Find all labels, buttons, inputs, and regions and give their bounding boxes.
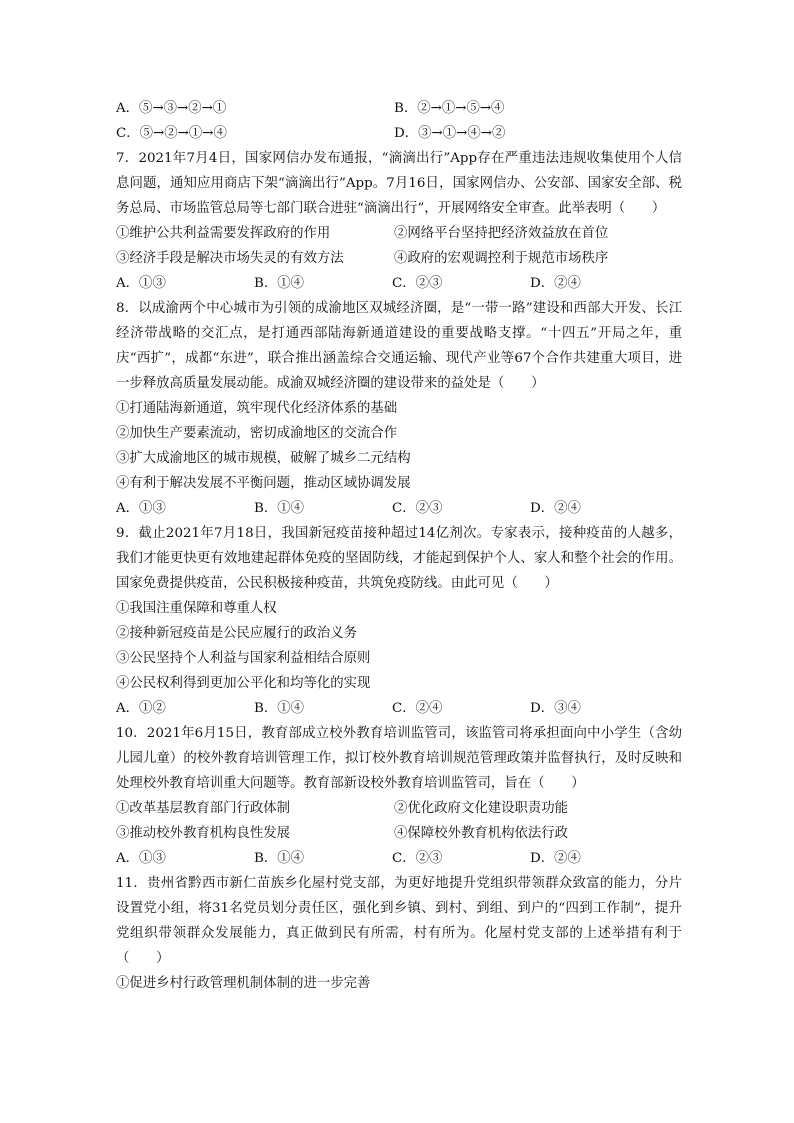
q7-options [116,271,682,296]
q8-stem: 8．以成渝两个中心城市为引领的成渝地区双城经济圈，是“一带一路”建设和西部大开发、长江经济带战略的交汇点，是打通西部陆海新通道建设的重要战略支撑。“十四五”开局之年，重庆“西扩”，成都“东进”，联合推出涵盖综合交通运输、现代产业等67个合作共建重大项目，进一步释放高质量发展动能。成渝双城经济圈的建设带来的益处是（ ） [116,301,682,391]
q6-option-d: D．③→①→④→② [394,126,506,141]
q8-option-a: A．①③ [116,501,166,516]
q7-statement-3: ③经济手段是解决市场失灵的有效方法 [116,251,344,266]
q8-statement-1: ①打通陆海新通道，筑牢现代化经济体系的基础 [116,401,398,416]
q10-statement-2: ②优化政府文化建设职责功能 [394,801,569,816]
q10-option-c: C．②③ [392,851,443,866]
q7-stem: 7．2021年7月4日，国家网信办发布通报，“滴滴出行”App存在严重违法违规收集使用个人信息问题，通知应用商店下架“滴滴出行”App。7月16日，国家网信办、公安部、国家安全部、税务总局、市场监管总局等七部门联合进驻“滴滴出行”，开展网络安全审查。此举表明（ ） [116,151,682,216]
q8-option-d: D．②④ [530,501,581,516]
q10-options [116,846,682,871]
q8-option-c: C．②③ [392,501,443,516]
q10-statement-1: ①改革基层教育部门行政体制 [116,801,291,816]
exam-page [116,96,682,996]
q6-options [116,96,682,146]
q9-statement-2: ②接种新冠疫苗是公民应履行的政治义务 [116,626,358,641]
q6-option-b: B．②→①→⑤→④ [394,101,505,116]
q11-statement-1: ①促进乡村行政管理机制体制的进一步完善 [116,976,371,991]
q10-option-d: D．②④ [530,851,581,866]
q8-options [116,496,682,521]
q9-option-a: A．①② [116,701,166,716]
q10-statement-3: ③推动校外教育机构良性发展 [116,826,291,841]
q10-statement-4: ④保障校外教育机构依法行政 [394,826,569,841]
q9-option-c: C．②④ [392,701,443,716]
q9-option-b: B．①④ [254,701,305,716]
q9-option-d: D．③④ [530,701,581,716]
q7-option-a: A．①③ [116,276,166,291]
q7-statement-4: ④政府的宏观调控利于规范市场秩序 [394,251,609,266]
q8-statement-2: ②加快生产要素流动，密切成渝地区的交流合作 [116,426,398,441]
q7-statements [116,221,682,271]
q8-statement-3: ③扩大成渝地区的城市规模，破解了城乡二元结构 [116,451,411,466]
q6-option-a: A．⑤→③→②→① [116,101,227,116]
q10-option-b: B．①④ [254,851,305,866]
q7-option-c: C．②③ [392,276,443,291]
q10-option-a: A．①③ [116,851,166,866]
q7-option-d: D．②④ [530,276,581,291]
q9-options [116,696,682,721]
q10-stem: 10．2021年6月15日，教育部成立校外教育培训监管司，该监管司将承担面向中小学生（含幼儿园儿童）的校外教育培训管理工作，拟订校外教育培训规范管理政策并监督执行，及时反映和处理校外教育培训重大问题等。教育部新设校外教育培训监管司，旨在（ ） [116,726,682,791]
q6-option-c: C．⑤→②→①→④ [116,126,227,141]
q11-stem: 11．贵州省黔西市新仁苗族乡化屋村党支部，为更好地提升党组织带领群众致富的能力，分片设置党小组，将31名党员划分责任区，强化到乡镇、到村、到组、到户的“四到工作制”，提升党组织带领群众发展能力，真正做到民有所需，村有所为。化屋村党支部的上述举措有利于（ ） [116,876,682,966]
q8-statement-4: ④有利于解决发展不平衡问题，推动区域协调发展 [116,476,411,491]
q7-statement-1: ①维护公共利益需要发挥政府的作用 [116,226,331,241]
q8-option-b: B．①④ [254,501,305,516]
q7-option-b: B．①④ [254,276,305,291]
q9-stem: 9．截止2021年7月18日，我国新冠疫苗接种超过14亿剂次。专家表示，接种疫苗的人越多，我们才能更快更有效地建起群体免疫的坚固防线，才能起到保护个人、家人和整个社会的作用。国家免费提供疫苗，公民积极接种疫苗，共筑免疫防线。由此可见（ ） [116,526,682,591]
q9-statement-3: ③公民坚持个人利益与国家利益相结合原则 [116,651,371,666]
q7-statement-2: ②网络平台坚持把经济效益放在首位 [394,226,609,241]
q9-statement-4: ④公民权利得到更加公平化和均等化的实现 [116,676,371,691]
q10-statements [116,796,682,846]
q9-statement-1: ①我国注重保障和尊重人权 [116,601,277,616]
